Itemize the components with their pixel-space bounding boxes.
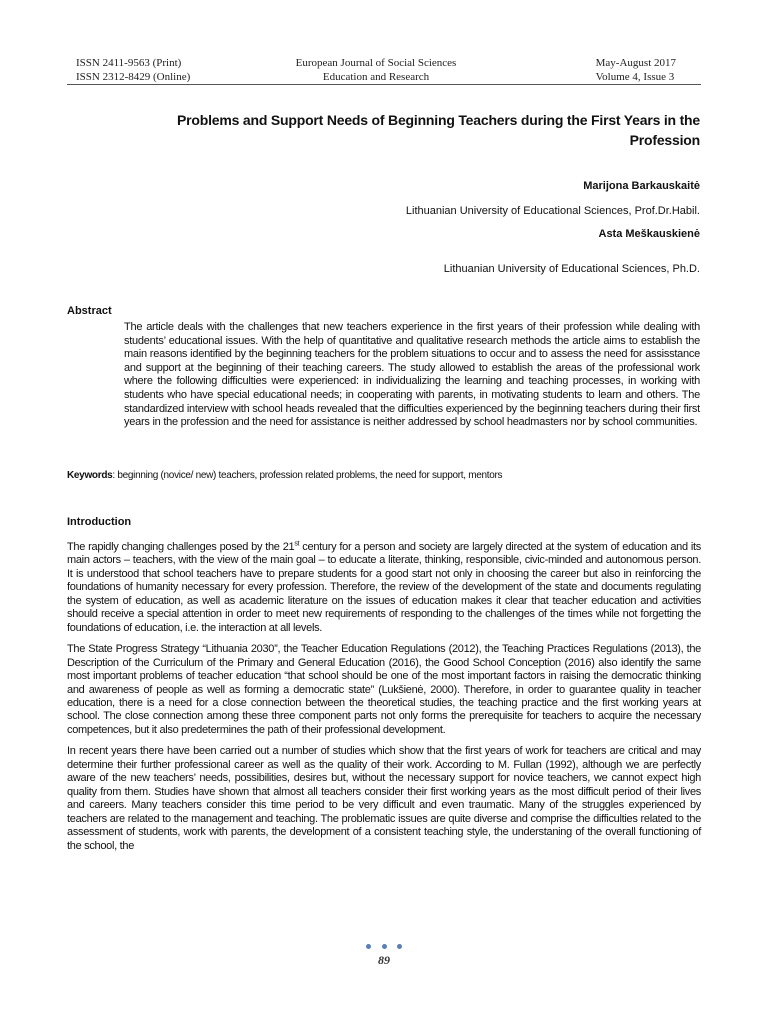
issue-date: May-August 2017 <box>595 57 676 69</box>
superscript-st: st <box>294 540 300 548</box>
paragraph-3: In recent years there have been carried out a number of studies which show that the first years of work for teachers are critical and may determine their further professional career as well as the quality of their work. According to M. Fullan (1992), although we are perfectly aware of the new teachers’ needs, possibilities, desires but, without the necessary support for novice teachers, we cannot expect high quality from them. Studies have shown that almost all teachers consider their first working years as the most difficult period of their lives and careers. Many teachers consider this time period to be very difficult and even traumatic. Many of the struggles experienced by teachers are related to the management and teaching. The problematic issues are quite diverse and comprise the difficulties related to the assessment of students, work with parents, the development of a consistent teaching style, the understaning of the overall functioning of the school, the <box>67 745 701 852</box>
abstract-label: Abstract <box>67 305 112 317</box>
journal-subtitle: Education and Research <box>322 71 430 83</box>
introduction-heading: Introduction <box>67 516 132 528</box>
page-number: 89 <box>378 953 390 967</box>
issue-volume: Volume 4, Issue 3 <box>595 71 675 83</box>
keywords-text: : beginning (novice/ new) teachers, profession related problems, the need for support, mentors <box>112 470 503 481</box>
keywords-label: Keywords <box>67 470 113 481</box>
paper-title: Problems and Support Needs of Beginning Teachers during the First Years in the Profession <box>177 112 700 148</box>
author-affiliation-1: Lithuanian University of Educational Sciences, Prof.Dr.Habil. <box>405 205 700 217</box>
issn-online: ISSN 2312-8429 (Online) <box>76 71 191 83</box>
paragraph-1-rest: century for a person and society are largely directed at the system of education and its main actors – teachers, with the view of the main goal – to educate a literate, thinking, responsible, civic-minded and autonomous person. It is understood that school teachers have to prepare students for a good start not only in choosing the career but also in reinforcing the foundations of humanity necessary for every profession. Therefore, the review of the development of the state and documents regulating the system of education, as well as academic literature on the issues of education makes it clear that teacher education and activities should receive a special attention in order to meet new requirements of responding to the challenges of the times while not forgetting the foundations of education, i.e. the interaction at all levels. <box>67 541 701 634</box>
author-name-2: Asta Meškauskienė <box>598 228 700 240</box>
journal-block <box>76 56 676 84</box>
body-text <box>67 541 701 861</box>
author-affiliation-2: Lithuanian University of Educational Sciences, Ph.D. <box>443 263 700 275</box>
author-name-1: Marijona Barkauskaitė <box>583 180 700 192</box>
journal-name: European Journal of Social Sciences <box>295 57 457 69</box>
footer-dot-icon <box>397 944 402 949</box>
footer-dot-icon <box>366 944 371 949</box>
paragraph-1 <box>67 541 701 635</box>
issn-print: ISSN 2411-9563 (Print) <box>76 57 182 69</box>
paragraph-1-start: The rapidly changing challenges posed by the 21 <box>67 541 295 553</box>
keywords-line <box>67 469 707 482</box>
abstract-text: The article deals with the challenges that new teachers experience in the first years of their profession while dealing with students’ educational issues. With the help of quantitative and qualitative research methods the article aims to establish the main reasons identified by the beginning teachers for the problem situations to occur and to assess the need for assisstance and support at the beginning of their teaching careers. The study allowed to establish the areas of the professional work where the following difficulties were experienced: in individualizing the learning and teaching processes, in working with students who have special educational needs; in cooperating with parents, in motivating students to learn and others. The standardized interview with school heads revealed that the difficulties experienced by the beginning teachers during their first years in the profession and the need for assistance is neither addressed by school headmasters nor by school communities. <box>124 321 700 429</box>
footer-dot-icon <box>382 944 387 949</box>
footer-dots <box>366 944 402 952</box>
issue-block <box>596 56 676 84</box>
paragraph-2: The State Progress Strategy “Lithuania 2030”, the Teacher Education Regulations (2012), the Teaching Practices Regulations (2013), the Description of the Curriculum of the Primary and General Education (2016), the Good School Conception (2016) also identify the same most important problems of teacher education “that school should be one of the most important factors in raising the democratic thinking and awareness of people as well as forming a democratic state” (Lukšienė, 2000). Therefore, in order to guarantee quality in teacher education, there is a need for a close connection between the theoretical studies, the teaching practice and the first working years at school. The close connection among these three component parts not only forms the prerequisite for teachers to acquire the necessary competences, but it also predetermines the path of their professional development. <box>67 643 701 736</box>
header-divider <box>67 84 701 85</box>
